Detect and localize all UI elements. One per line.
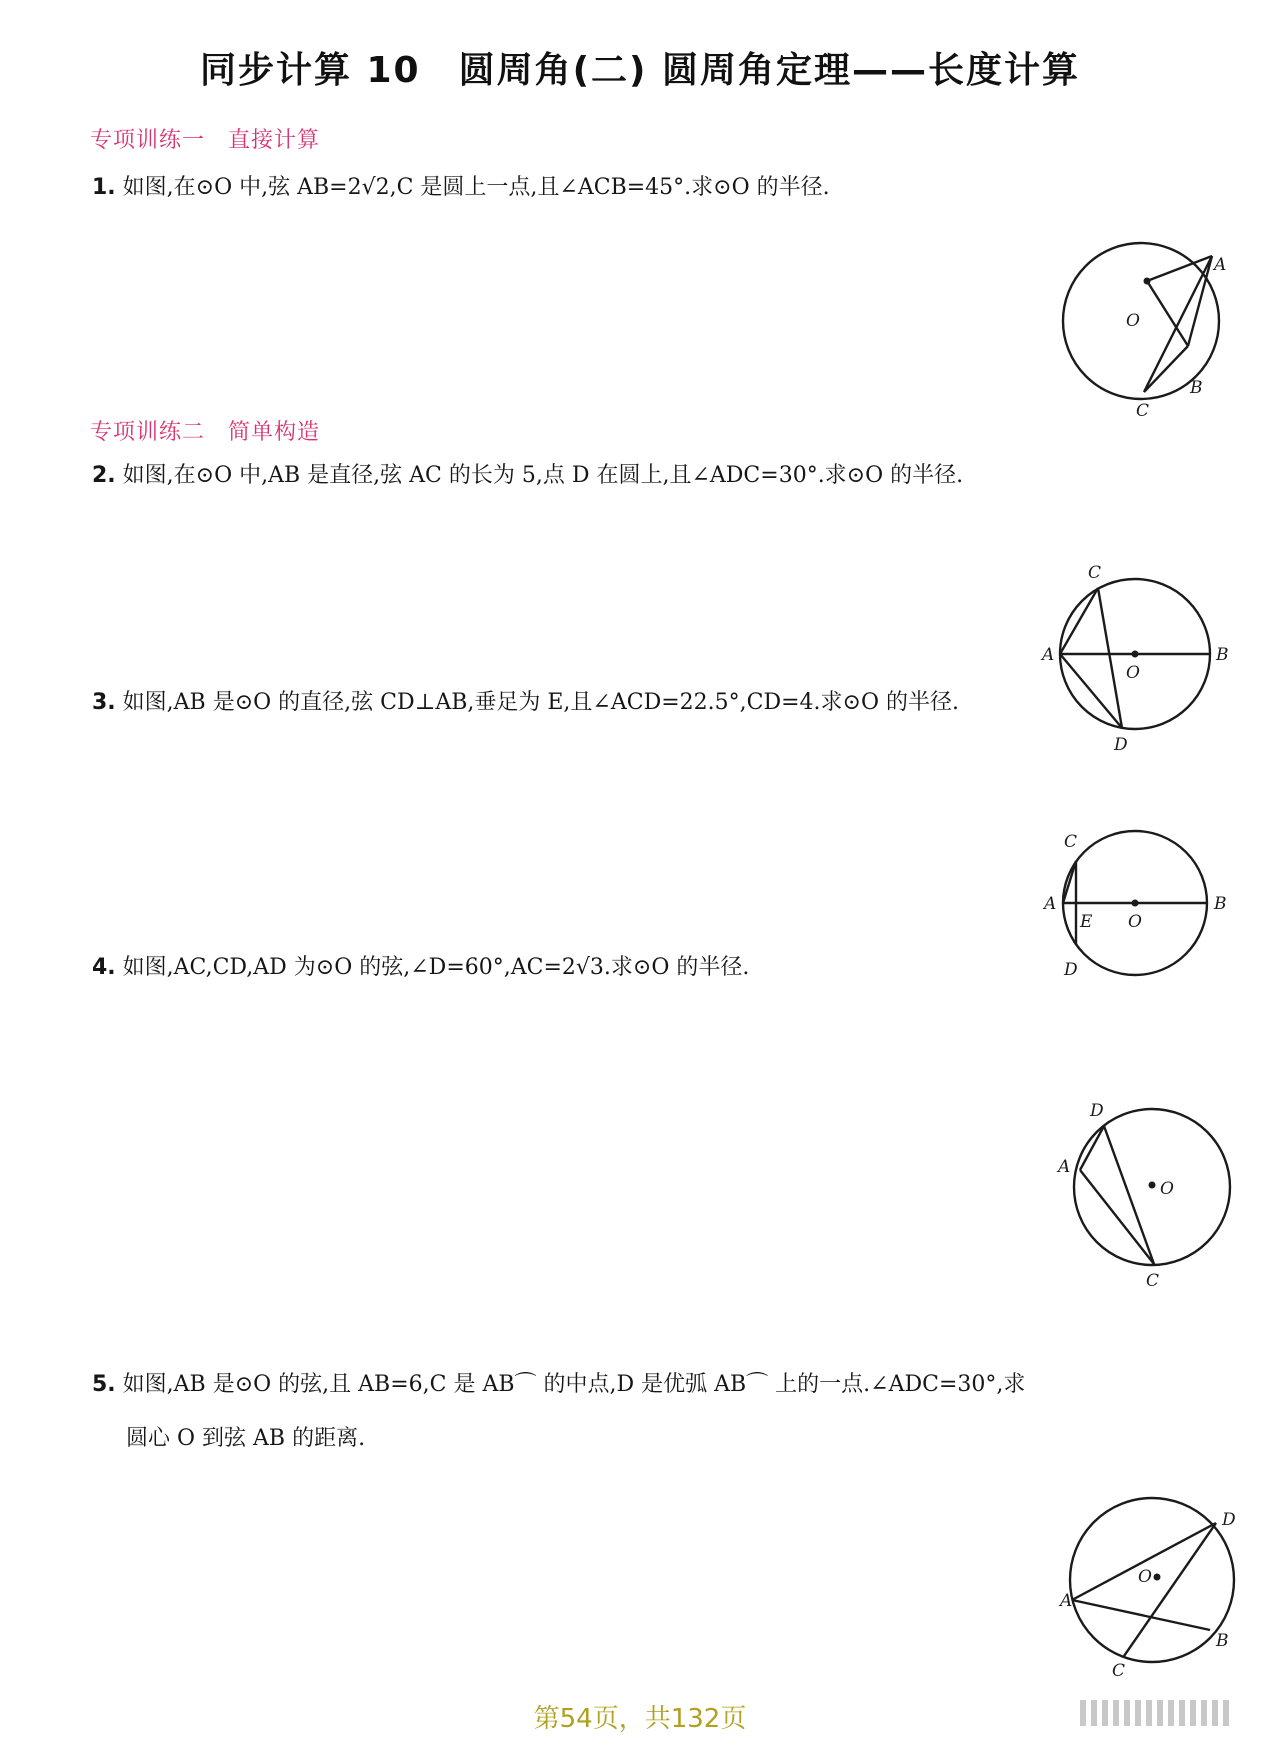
center-dot bbox=[1149, 1182, 1156, 1189]
label-B: B bbox=[1190, 378, 1203, 398]
chord-AC bbox=[1080, 1170, 1154, 1264]
label-C: C bbox=[1136, 401, 1150, 421]
problem-text-continued: 圆心 O 到弦 AB 的距离. bbox=[126, 1426, 366, 1451]
page-title: 同步计算 10 圆周角(二) 圆周角定理——长度计算 bbox=[199, 50, 1081, 91]
chord-DC bbox=[1124, 1523, 1216, 1656]
center-dot bbox=[1132, 900, 1139, 907]
problem-1 bbox=[92, 160, 830, 216]
indicator-bar bbox=[1124, 1700, 1130, 1726]
problem-number: 5. bbox=[92, 1372, 116, 1397]
label-O: O bbox=[1126, 311, 1140, 331]
indicator-bar bbox=[1190, 1700, 1196, 1726]
label-A: A bbox=[1058, 1157, 1071, 1177]
segment-CB bbox=[1144, 346, 1188, 392]
section-heading-2: 专项训练二 简单构造 bbox=[90, 420, 321, 445]
page-scroll-indicator[interactable] bbox=[1080, 1700, 1250, 1730]
chord-AC bbox=[1060, 588, 1098, 654]
indicator-bar bbox=[1113, 1700, 1119, 1726]
segment-OB bbox=[1147, 281, 1188, 346]
circle bbox=[1070, 1498, 1234, 1662]
indicator-bar bbox=[1223, 1700, 1229, 1726]
chord-CD bbox=[1098, 588, 1122, 728]
problem-number: 1. bbox=[92, 175, 116, 200]
label-A: A bbox=[1044, 894, 1057, 914]
indicator-bar bbox=[1102, 1700, 1108, 1726]
label-B: B bbox=[1216, 1631, 1229, 1651]
label-A: A bbox=[1042, 645, 1055, 665]
indicator-bar bbox=[1212, 1700, 1218, 1726]
indicator-bar bbox=[1179, 1700, 1185, 1726]
problem-4 bbox=[92, 940, 749, 996]
label-D: D bbox=[1222, 1510, 1236, 1530]
problem-text: 如图,AB 是⊙O 的直径,弦 CD⊥AB,垂足为 E,且∠ACD=22.5°,CD=4.求⊙O 的半径. bbox=[122, 690, 959, 715]
problem-number: 2. bbox=[92, 463, 116, 488]
chord-AD bbox=[1072, 1523, 1216, 1600]
indicator-bar bbox=[1168, 1700, 1174, 1726]
label-D: D bbox=[1114, 735, 1128, 755]
figure-5 bbox=[1060, 1480, 1250, 1690]
label-C: C bbox=[1088, 563, 1102, 583]
section-heading-1: 专项训练一 直接计算 bbox=[90, 128, 321, 153]
label-A: A bbox=[1214, 255, 1227, 275]
label-O: O bbox=[1128, 912, 1142, 932]
problem-2 bbox=[92, 448, 963, 504]
problem-text: 如图,在⊙O 中,弦 AB=2√2,C 是圆上一点,且∠ACB=45°.求⊙O 的半径. bbox=[122, 175, 830, 200]
center-dot bbox=[1154, 1574, 1161, 1581]
indicator-bar bbox=[1146, 1700, 1152, 1726]
figure-1 bbox=[1060, 230, 1240, 420]
label-C: C bbox=[1112, 1661, 1126, 1681]
indicator-bar bbox=[1157, 1700, 1163, 1726]
problem-text: 如图,在⊙O 中,AB 是直径,弦 AC 的长为 5,点 D 在圆上,且∠ADC=30°.求⊙O 的半径. bbox=[122, 463, 964, 488]
label-D: D bbox=[1064, 960, 1078, 980]
figure-2 bbox=[1040, 563, 1240, 760]
figure-5-wrap bbox=[1060, 1480, 1250, 1690]
indicator-bar bbox=[1080, 1700, 1086, 1726]
label-E: E bbox=[1080, 912, 1093, 932]
label-B: B bbox=[1214, 894, 1227, 914]
indicator-bar bbox=[1201, 1700, 1207, 1726]
chord-DC bbox=[1104, 1126, 1154, 1264]
indicator-bar bbox=[1091, 1700, 1097, 1726]
label-O: O bbox=[1160, 1179, 1174, 1199]
label-C: C bbox=[1064, 832, 1078, 852]
indicator-bar bbox=[1135, 1700, 1141, 1726]
label-B: B bbox=[1216, 645, 1229, 665]
page-counter: 第54页，共132页 bbox=[533, 1704, 747, 1734]
chord-AB bbox=[1072, 1600, 1210, 1630]
problem-3 bbox=[92, 675, 959, 731]
figure-4 bbox=[1050, 1100, 1250, 1290]
center-dot bbox=[1132, 651, 1139, 658]
problem-text: 如图,AB 是⊙O 的弦,且 AB=6,C 是 AB⌒ 的中点,D 是优弧 AB⌒ 上的一点.∠ADC=30°,求 bbox=[122, 1372, 1026, 1397]
problem-5 bbox=[92, 1370, 1242, 1454]
label-A: A bbox=[1060, 1591, 1073, 1611]
problem-number: 3. bbox=[92, 690, 116, 715]
label-O: O bbox=[1126, 663, 1140, 683]
problem-number: 4. bbox=[92, 955, 116, 980]
figure-3 bbox=[1040, 825, 1240, 1005]
label-C: C bbox=[1146, 1271, 1160, 1291]
label-D: D bbox=[1090, 1101, 1104, 1121]
problem-text: 如图,AC,CD,AD 为⊙O 的弦,∠D=60°,AC=2√3.求⊙O 的半径. bbox=[122, 955, 750, 980]
label-O: O bbox=[1138, 1567, 1152, 1587]
